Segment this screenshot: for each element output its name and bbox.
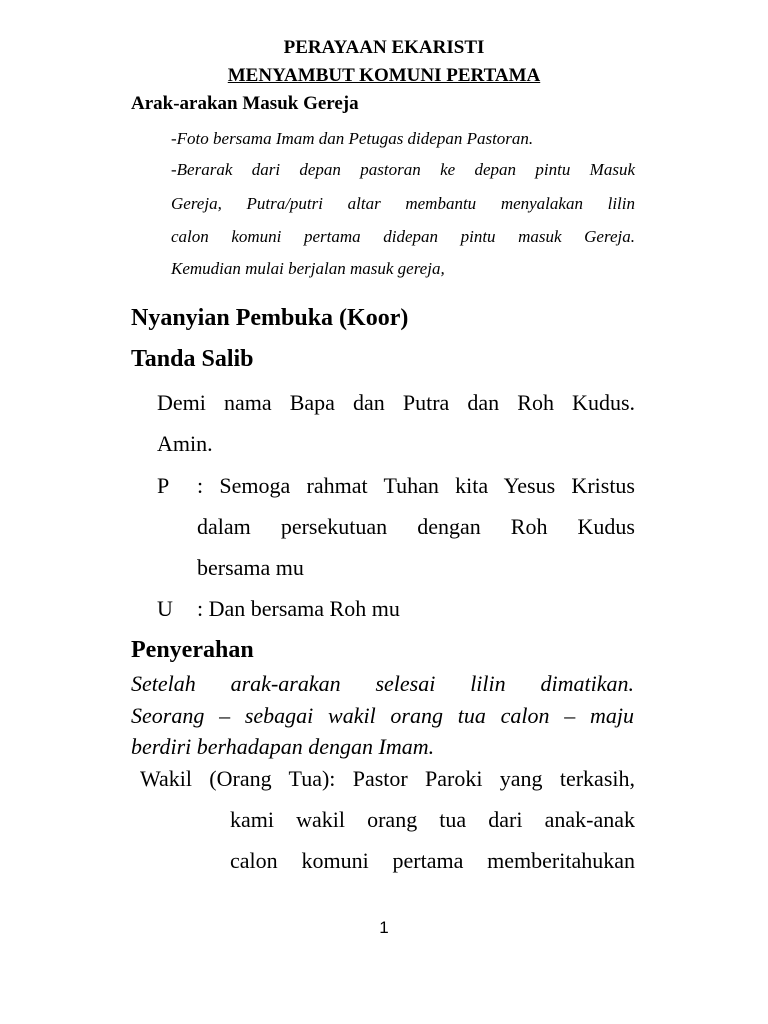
wakil-line: kami wakil orang tua dari anak-anak [230,807,635,832]
instruction-line: -Foto bersama Imam dan Petugas didepan Pastoran. [171,129,534,148]
wakil-line: Wakil (Orang Tua): Pastor Paroki yang terkasih, [140,766,635,791]
dialogue-line: : Semoga rahmat Tuhan kita Yesus Kristus [197,473,635,498]
dialogue-line: : Dan bersama Roh mu [197,596,400,621]
rubric-line: Setelah arak-arakan selesai lilin dimatikan. [131,671,634,696]
instruction-line: Kemudian mulai berjalan masuk gereja, [171,259,445,278]
instruction-line: Gereja, Putra/putri altar membantu menyalakan lilin [171,194,635,213]
document-subtitle: MENYAMBUT KOMUNI PERTAMA [227,65,541,86]
rubric-line: Seorang – sebagai wakil orang tua calon – maju [131,703,634,728]
dialogue-line: bersama mu [197,555,304,580]
document-title: PERAYAAN EKARISTI [283,37,485,58]
instruction-line: calon komuni pertama didepan pintu masuk Gereja. [171,227,635,246]
section-heading-penyerahan: Penyerahan [131,637,254,663]
prayer-line: Demi nama Bapa dan Putra dan Roh Kudus. [157,390,635,415]
prayer-line: Amin. [157,431,213,456]
dialogue-line: dalam persekutuan dengan Roh Kudus [197,514,635,539]
speaker-label-p: P [157,473,170,498]
instruction-line: -Berarak dari depan pastoran ke depan pintu Masuk [171,160,635,179]
section-heading-tanda-salib: Tanda Salib [131,346,254,372]
rubric-line: berdiri berhadapan dengan Imam. [131,734,435,759]
page-number: 1 [379,918,389,937]
section-heading-nyanyian-pembuka: Nyanyian Pembuka (Koor) [131,305,409,331]
section-heading-arak-arakan: Arak-arakan Masuk Gereja [131,93,359,114]
wakil-line: calon komuni pertama memberitahukan [230,848,635,873]
speaker-label-u: U [157,596,173,621]
